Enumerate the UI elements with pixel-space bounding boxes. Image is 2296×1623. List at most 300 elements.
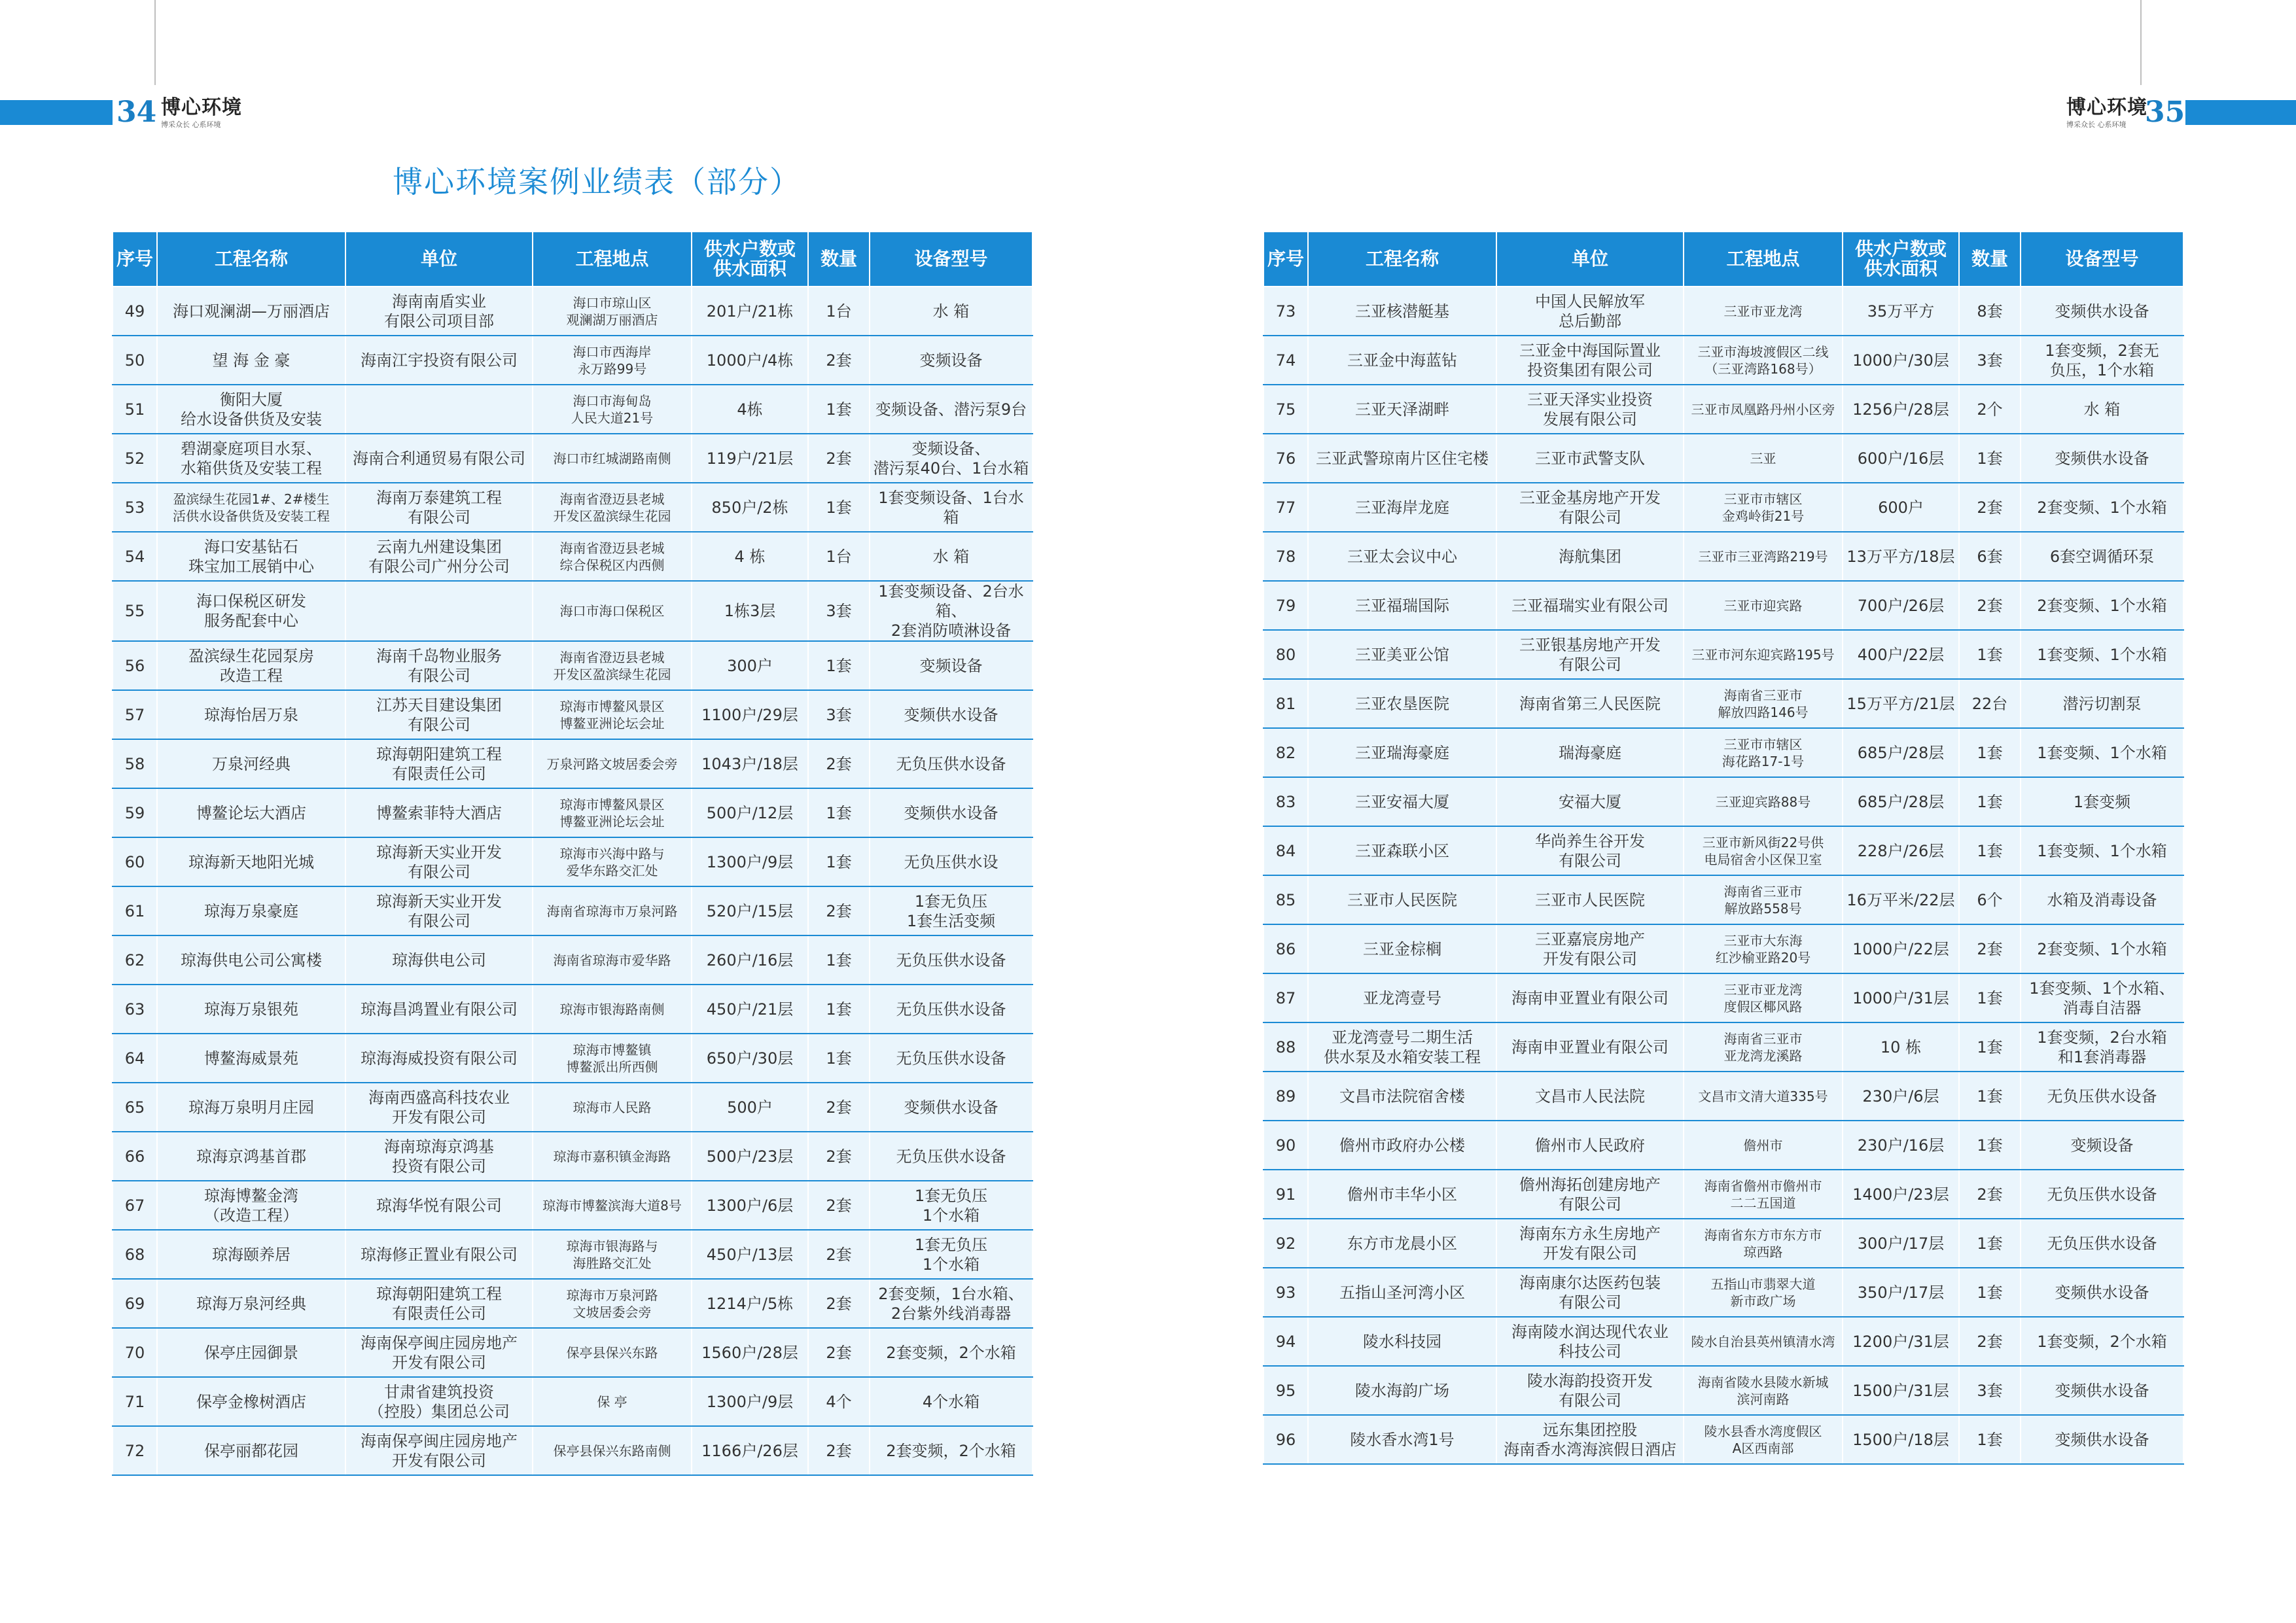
cell-index: 95 (1263, 1366, 1308, 1415)
cell-company: 海南申亚置业有限公司 (1496, 1022, 1684, 1072)
table-row (1263, 1219, 2183, 1268)
cell-project: 保亭丽都花园 (157, 1426, 345, 1475)
cell-location: 陵水县香水湾度假区 A区西南部 (1684, 1415, 1843, 1464)
cell-equipment: 1套变频设备、2台水箱、 2套消防喷淋设备 (870, 581, 1033, 641)
cell-equipment: 变频设备 (870, 641, 1033, 690)
cell-location: 琼海市博鳌风景区 博鳌亚洲论坛会址 (533, 690, 692, 739)
cell-index: 50 (113, 336, 157, 385)
cell-company: 博鳌索菲特大酒店 (345, 788, 533, 837)
cell-project: 三亚市人民医院 (1308, 875, 1496, 924)
cell-index: 54 (113, 532, 157, 581)
cell-equipment: 变频供水设备 (870, 788, 1033, 837)
cell-capacity: 700户/26层 (1843, 581, 1959, 630)
cell-location: 琼海市博鳌镇 博鳌派出所西侧 (533, 1034, 692, 1083)
cell-index: 71 (113, 1377, 157, 1426)
table-title: 博心环境案例业绩表（部分） (393, 164, 801, 200)
cell-location: 儋州市 (1684, 1121, 1843, 1170)
cell-company: 安福大厦 (1496, 777, 1684, 826)
cell-project: 三亚福瑞国际 (1308, 581, 1496, 630)
cell-project: 三亚森联小区 (1308, 826, 1496, 875)
cell-index: 91 (1263, 1170, 1308, 1219)
cell-capacity: 450户/21层 (692, 985, 808, 1034)
table-row (113, 690, 1033, 739)
cell-location: 琼海市兴海中路与 爱华东路交汇处 (533, 837, 692, 886)
table-row (113, 1426, 1033, 1475)
cell-equipment: 1套无负压 1套生活变频 (870, 886, 1033, 935)
table-row (1263, 1022, 2183, 1072)
cell-project: 海口观澜湖—万丽酒店 (157, 287, 345, 336)
cell-location: 海南省三亚市 亚龙湾龙溪路 (1684, 1022, 1843, 1072)
cell-equipment: 变频供水设备 (870, 1083, 1033, 1132)
table-row (113, 641, 1033, 690)
cell-capacity: 4 栋 (692, 532, 808, 581)
right-brand (2066, 98, 2147, 128)
cell-location: 琼海市人民路 (533, 1083, 692, 1132)
cell-company: 海南合利通贸易有限公司 (345, 434, 533, 483)
col-index-header: 序号 (1263, 232, 1308, 287)
cell-company: 江苏天目建设集团 有限公司 (345, 690, 533, 739)
cell-equipment: 1套变频，2台水箱 和1套消毒器 (2021, 1022, 2183, 1072)
cell-equipment: 变频供水设备 (2021, 1415, 2183, 1464)
cell-project: 陵水科技园 (1308, 1317, 1496, 1366)
table-row (113, 336, 1033, 385)
cell-equipment: 无负压供水设备 (870, 985, 1033, 1034)
cell-location: 保 亭 (533, 1377, 692, 1426)
cell-project: 儋州市丰华小区 (1308, 1170, 1496, 1219)
cell-quantity: 1套 (808, 788, 870, 837)
table-row (113, 1230, 1033, 1279)
cell-location: 海口市海甸岛 人民大道21号 (533, 385, 692, 434)
table-row (1263, 1366, 2183, 1415)
cell-project: 琼海颐养居 (157, 1230, 345, 1279)
table-row (1263, 287, 2183, 336)
cell-company: 陵水海韵投资开发 有限公司 (1496, 1366, 1684, 1415)
cell-location: 三亚市市辖区 金鸡岭街21号 (1684, 483, 1843, 532)
cell-company: 三亚银基房地产开发 有限公司 (1496, 630, 1684, 679)
cell-quantity: 1套 (1959, 1022, 2021, 1072)
table-row (1263, 1268, 2183, 1317)
cell-project: 琼海万泉豪庭 (157, 886, 345, 935)
cell-equipment: 1套变频、1个水箱、 消毒自洁器 (2021, 973, 2183, 1022)
table-row (113, 483, 1033, 532)
cell-capacity: 13万平方/18层 (1843, 532, 1959, 581)
cell-quantity: 1套 (1959, 630, 2021, 679)
table-row (1263, 581, 2183, 630)
cell-location: 三亚市迎宾路 (1684, 581, 1843, 630)
cell-location: 海口市琼山区 观澜湖万丽酒店 (533, 287, 692, 336)
cell-index: 52 (113, 434, 157, 483)
cell-company: 海南东方永生房地产 开发有限公司 (1496, 1219, 1684, 1268)
cell-project: 琼海新天地阳光城 (157, 837, 345, 886)
cell-equipment: 2套变频、1个水箱 (2021, 924, 2183, 973)
cell-project: 三亚金中海蓝钻 (1308, 336, 1496, 385)
cell-quantity: 2套 (808, 739, 870, 788)
cell-location: 文昌市文清大道335号 (1684, 1072, 1843, 1121)
cell-equipment: 变频设备、潜污泵9台 (870, 385, 1033, 434)
cell-company (345, 581, 533, 641)
cell-equipment: 2套变频，1台水箱、 2台紫外线消毒器 (870, 1279, 1033, 1328)
cell-capacity: 4栋 (692, 385, 808, 434)
cell-equipment: 变频设备 (870, 336, 1033, 385)
cell-location: 三亚市海坡渡假区二线 （三亚湾路168号） (1684, 336, 1843, 385)
cell-capacity: 1500户/31层 (1843, 1366, 1959, 1415)
cell-project: 三亚安福大厦 (1308, 777, 1496, 826)
cell-quantity: 2套 (1959, 483, 2021, 532)
table-row (1263, 336, 2183, 385)
table-row (113, 434, 1033, 483)
cell-company: 琼海新天实业开发 有限公司 (345, 837, 533, 886)
cell-equipment: 潜污切割泵 (2021, 679, 2183, 728)
cell-location: 海南省澄迈县老城 开发区盈滨绿生花园 (533, 483, 692, 532)
cell-company: 海南保亭闽庄园房地产 开发有限公司 (345, 1426, 533, 1475)
cell-company: 中国人民解放军 总后勤部 (1496, 287, 1684, 336)
cell-company (345, 385, 533, 434)
cell-equipment: 变频设备、 潜污泵40台、1台水箱 (870, 434, 1033, 483)
cell-index: 88 (1263, 1022, 1308, 1072)
cell-quantity: 2个 (1959, 385, 2021, 434)
cell-capacity: 500户 (692, 1083, 808, 1132)
cell-location: 琼海市银海路南侧 (533, 985, 692, 1034)
cell-index: 56 (113, 641, 157, 690)
right-table-body (1263, 287, 2183, 1464)
right-header-band (2185, 100, 2296, 125)
cell-quantity: 2套 (1959, 1317, 2021, 1366)
cell-company: 海南千岛物业服务 有限公司 (345, 641, 533, 690)
col-quantity-header: 数量 (808, 232, 870, 287)
table-row (1263, 434, 2183, 483)
cell-company: 海南江宇投资有限公司 (345, 336, 533, 385)
table-row (1263, 728, 2183, 777)
cell-index: 87 (1263, 973, 1308, 1022)
cell-capacity: 600户/16层 (1843, 434, 1959, 483)
cell-quantity: 1套 (808, 935, 870, 985)
cell-index: 76 (1263, 434, 1308, 483)
cell-company: 三亚金基房地产开发 有限公司 (1496, 483, 1684, 532)
cell-quantity: 2套 (808, 1230, 870, 1279)
cell-company: 瑞海豪庭 (1496, 728, 1684, 777)
cell-capacity: 1214户/5栋 (692, 1279, 808, 1328)
cell-capacity: 1000户/4栋 (692, 336, 808, 385)
cell-company: 远东集团控股 海南香水湾海滨假日酒店 (1496, 1415, 1684, 1464)
cell-project: 博鳌论坛大酒店 (157, 788, 345, 837)
cell-index: 53 (113, 483, 157, 532)
cell-index: 68 (113, 1230, 157, 1279)
cell-quantity: 3套 (808, 581, 870, 641)
cell-quantity: 1台 (808, 287, 870, 336)
cell-quantity: 2套 (808, 1132, 870, 1181)
cell-quantity: 2套 (808, 1426, 870, 1475)
cell-location: 海南省东方市东方市 琼西路 (1684, 1219, 1843, 1268)
col-capacity-header: 供水户数或 供水面积 (692, 232, 808, 287)
cell-equipment: 无负压供水设备 (2021, 1219, 2183, 1268)
table-row (113, 532, 1033, 581)
table-row (1263, 1317, 2183, 1366)
cell-equipment: 变频供水设备 (2021, 287, 2183, 336)
table-row (113, 935, 1033, 985)
col-location-header: 工程地点 (1684, 232, 1843, 287)
cell-project: 三亚美亚公馆 (1308, 630, 1496, 679)
cell-quantity: 1套 (1959, 1072, 2021, 1121)
cell-company: 儋州海拓创建房地产 有限公司 (1496, 1170, 1684, 1219)
cell-capacity: 15万平方/21层 (1843, 679, 1959, 728)
cell-project: 三亚瑞海豪庭 (1308, 728, 1496, 777)
cell-capacity: 500户/23层 (692, 1132, 808, 1181)
cell-capacity: 1500户/18层 (1843, 1415, 1959, 1464)
cell-quantity: 1台 (808, 532, 870, 581)
table-row (1263, 973, 2183, 1022)
cell-index: 60 (113, 837, 157, 886)
table-row (113, 581, 1033, 641)
col-index-header: 序号 (113, 232, 157, 287)
left-table-body (113, 287, 1033, 1475)
table-row (113, 788, 1033, 837)
cell-capacity: 1300户/9层 (692, 837, 808, 886)
cell-company: 儋州市人民政府 (1496, 1121, 1684, 1170)
cell-capacity: 685户/28层 (1843, 728, 1959, 777)
table-row (1263, 777, 2183, 826)
table-row (1263, 630, 2183, 679)
cell-capacity: 520户/15层 (692, 886, 808, 935)
cell-project: 琼海怡居万泉 (157, 690, 345, 739)
cell-capacity: 1300户/6层 (692, 1181, 808, 1230)
cell-equipment: 1套变频，2个水箱 (2021, 1317, 2183, 1366)
cell-equipment: 6套空调循环泵 (2021, 532, 2183, 581)
cell-equipment: 变频供水设备 (2021, 1366, 2183, 1415)
cell-location: 三亚市河东迎宾路195号 (1684, 630, 1843, 679)
cell-equipment: 4个水箱 (870, 1377, 1033, 1426)
cell-capacity: 230户/6层 (1843, 1072, 1959, 1121)
col-project-header: 工程名称 (157, 232, 345, 287)
table-row (113, 1328, 1033, 1377)
cell-capacity: 500户/12层 (692, 788, 808, 837)
cell-quantity: 2套 (808, 1328, 870, 1377)
cell-location: 琼海市银海路与 海胜路交汇处 (533, 1230, 692, 1279)
cell-quantity: 2套 (808, 1083, 870, 1132)
cell-location: 海口市西海岸 永万路99号 (533, 336, 692, 385)
cell-location: 海南省澄迈县老城 开发区盈滨绿生花园 (533, 641, 692, 690)
table-row (1263, 1170, 2183, 1219)
cell-capacity: 1000户/22层 (1843, 924, 1959, 973)
cell-company: 海南省第三人民医院 (1496, 679, 1684, 728)
cell-quantity: 1套 (1959, 434, 2021, 483)
cell-index: 57 (113, 690, 157, 739)
left-page-guide-line (154, 0, 156, 85)
cell-index: 83 (1263, 777, 1308, 826)
cell-company: 海南保亭闽庄园房地产 开发有限公司 (345, 1328, 533, 1377)
left-brand (161, 98, 242, 128)
cell-index: 61 (113, 886, 157, 935)
cell-capacity: 685户/28层 (1843, 777, 1959, 826)
cell-capacity: 350户/17层 (1843, 1268, 1959, 1317)
left-table-header-row (113, 232, 1033, 287)
table-row (1263, 385, 2183, 434)
cell-equipment: 1套变频，2套无 负压，1个水箱 (2021, 336, 2183, 385)
cell-company: 海南康尔达医药包装 有限公司 (1496, 1268, 1684, 1317)
cell-quantity: 1套 (808, 837, 870, 886)
cell-equipment: 水 箱 (2021, 385, 2183, 434)
right-performance-table (1263, 231, 2184, 1465)
cell-location: 三亚市大东海 红沙榆亚路20号 (1684, 924, 1843, 973)
cell-company: 海南陵水润达现代农业 科技公司 (1496, 1317, 1684, 1366)
cell-equipment: 无负压供水设备 (2021, 1072, 2183, 1121)
cell-project: 三亚太会议中心 (1308, 532, 1496, 581)
cell-capacity: 201户/21栋 (692, 287, 808, 336)
cell-quantity: 1套 (1959, 973, 2021, 1022)
cell-location: 陵水自治县英州镇清水湾 (1684, 1317, 1843, 1366)
cell-quantity: 1套 (1959, 826, 2021, 875)
cell-project: 三亚农垦医院 (1308, 679, 1496, 728)
cell-location: 琼海市万泉河路 文坡居委会旁 (533, 1279, 692, 1328)
cell-quantity: 1套 (808, 641, 870, 690)
col-location-header: 工程地点 (533, 232, 692, 287)
cell-company: 琼海海威投资有限公司 (345, 1034, 533, 1083)
cell-location: 琼海市嘉积镇金海路 (533, 1132, 692, 1181)
cell-equipment: 1套变频设备、1台水箱 (870, 483, 1033, 532)
cell-index: 51 (113, 385, 157, 434)
cell-quantity: 2套 (1959, 1170, 2021, 1219)
table-row (113, 1377, 1033, 1426)
table-row (113, 1132, 1033, 1181)
cell-quantity: 2套 (1959, 581, 2021, 630)
cell-location: 保亭县保兴东路南侧 (533, 1426, 692, 1475)
table-row (1263, 1072, 2183, 1121)
cell-company: 云南九州建设集团 有限公司广州分公司 (345, 532, 533, 581)
cell-quantity: 2套 (808, 1181, 870, 1230)
cell-company: 琼海新天实业开发 有限公司 (345, 886, 533, 935)
cell-equipment: 无负压供水设备 (870, 935, 1033, 985)
right-page-number: 35 (2145, 96, 2185, 129)
cell-quantity: 2套 (808, 434, 870, 483)
cell-capacity: 1166户/26层 (692, 1426, 808, 1475)
table-row (113, 837, 1033, 886)
cell-project: 三亚天泽湖畔 (1308, 385, 1496, 434)
cell-capacity: 35万平方 (1843, 287, 1959, 336)
cell-location: 三亚市亚龙湾 (1684, 287, 1843, 336)
cell-company: 琼海供电公司 (345, 935, 533, 985)
cell-capacity: 230户/16层 (1843, 1121, 1959, 1170)
cell-location: 琼海市博鳌风景区 博鳌亚洲论坛会址 (533, 788, 692, 837)
cell-project: 望 海 金 豪 (157, 336, 345, 385)
table-row (1263, 826, 2183, 875)
cell-equipment: 无负压供水设 (870, 837, 1033, 886)
cell-company: 海南万泰建筑工程 有限公司 (345, 483, 533, 532)
cell-project: 盈滨绿生花园泵房 改造工程 (157, 641, 345, 690)
col-project-header: 工程名称 (1308, 232, 1496, 287)
table-row (113, 287, 1033, 336)
cell-company: 三亚嘉宸房地产 开发有限公司 (1496, 924, 1684, 973)
cell-quantity: 2套 (808, 1279, 870, 1328)
cell-capacity: 400户/22层 (1843, 630, 1959, 679)
cell-quantity: 1套 (1959, 1121, 2021, 1170)
cell-index: 67 (113, 1181, 157, 1230)
cell-equipment: 变频供水设备 (2021, 434, 2183, 483)
table-row (113, 985, 1033, 1034)
cell-capacity: 450户/13层 (692, 1230, 808, 1279)
table-row (113, 1034, 1033, 1083)
cell-company: 甘肃省建筑投资 （控股）集团总公司 (345, 1377, 533, 1426)
cell-index: 74 (1263, 336, 1308, 385)
cell-quantity: 1套 (1959, 1268, 2021, 1317)
cell-project: 陵水香水湾1号 (1308, 1415, 1496, 1464)
cell-equipment: 变频设备 (2021, 1121, 2183, 1170)
col-equipment-header: 设备型号 (2021, 232, 2183, 287)
cell-quantity: 2套 (808, 886, 870, 935)
cell-project: 保亭庄园御景 (157, 1328, 345, 1377)
cell-quantity: 1套 (1959, 1219, 2021, 1268)
cell-index: 86 (1263, 924, 1308, 973)
cell-capacity: 1400户/23层 (1843, 1170, 1959, 1219)
col-quantity-header: 数量 (1959, 232, 2021, 287)
cell-index: 89 (1263, 1072, 1308, 1121)
cell-company: 琼海修正置业有限公司 (345, 1230, 533, 1279)
cell-equipment: 水箱及消毒设备 (2021, 875, 2183, 924)
table-row (1263, 483, 2183, 532)
table-row (1263, 924, 2183, 973)
cell-index: 79 (1263, 581, 1308, 630)
cell-index: 64 (113, 1034, 157, 1083)
table-row (1263, 875, 2183, 924)
cell-location: 海南省澄迈县老城 综合保税区内西侧 (533, 532, 692, 581)
cell-quantity: 2套 (1959, 924, 2021, 973)
cell-company: 华尚养生谷开发 有限公司 (1496, 826, 1684, 875)
cell-location: 三亚 (1684, 434, 1843, 483)
cell-index: 70 (113, 1328, 157, 1377)
left-brand-title: 博心环境 (161, 96, 242, 119)
cell-project: 三亚核潜艇基 (1308, 287, 1496, 336)
cell-capacity: 1200户/31层 (1843, 1317, 1959, 1366)
cell-location: 海南省琼海市万泉河路 (533, 886, 692, 935)
cell-location: 三亚市三亚湾路219号 (1684, 532, 1843, 581)
cell-project: 琼海万泉河经典 (157, 1279, 345, 1328)
cell-location: 海南省三亚市 解放路558号 (1684, 875, 1843, 924)
cell-project: 陵水海韵广场 (1308, 1366, 1496, 1415)
cell-location: 琼海市博鳌滨海大道8号 (533, 1181, 692, 1230)
cell-equipment: 2套变频、1个水箱 (2021, 581, 2183, 630)
cell-project: 亚龙湾壹号二期生活 供水泵及水箱安装工程 (1308, 1022, 1496, 1072)
col-company-header: 单位 (345, 232, 533, 287)
left-header-band (0, 100, 113, 125)
table-row (113, 385, 1033, 434)
table-row (113, 886, 1033, 935)
cell-index: 84 (1263, 826, 1308, 875)
cell-location: 五指山市翡翠大道 新市政广场 (1684, 1268, 1843, 1317)
cell-company: 海航集团 (1496, 532, 1684, 581)
cell-quantity: 4个 (808, 1377, 870, 1426)
cell-index: 82 (1263, 728, 1308, 777)
cell-company: 琼海昌鸿置业有限公司 (345, 985, 533, 1034)
cell-location: 三亚市市辖区 海花路17-1号 (1684, 728, 1843, 777)
cell-index: 80 (1263, 630, 1308, 679)
cell-location: 三亚市凤凰路丹州小区旁 (1684, 385, 1843, 434)
cell-capacity: 1560户/28层 (692, 1328, 808, 1377)
cell-project: 博鳌海威景苑 (157, 1034, 345, 1083)
cell-project: 琼海万泉明月庄园 (157, 1083, 345, 1132)
left-performance-table (112, 231, 1033, 1476)
cell-company: 三亚福瑞实业有限公司 (1496, 581, 1684, 630)
cell-capacity: 1栋3层 (692, 581, 808, 641)
cell-project: 盈滨绿生花园1#、2#楼生 活供水设备供货及安装工程 (157, 483, 345, 532)
cell-index: 96 (1263, 1415, 1308, 1464)
cell-quantity: 1套 (1959, 728, 2021, 777)
cell-project: 东方市龙晨小区 (1308, 1219, 1496, 1268)
right-brand-title: 博心环境 (2066, 96, 2147, 119)
cell-quantity: 2套 (808, 336, 870, 385)
cell-project: 琼海博鳌金湾 （改造工程） (157, 1181, 345, 1230)
cell-index: 78 (1263, 532, 1308, 581)
cell-index: 49 (113, 287, 157, 336)
cell-location: 保亭县保兴东路 (533, 1328, 692, 1377)
cell-index: 58 (113, 739, 157, 788)
